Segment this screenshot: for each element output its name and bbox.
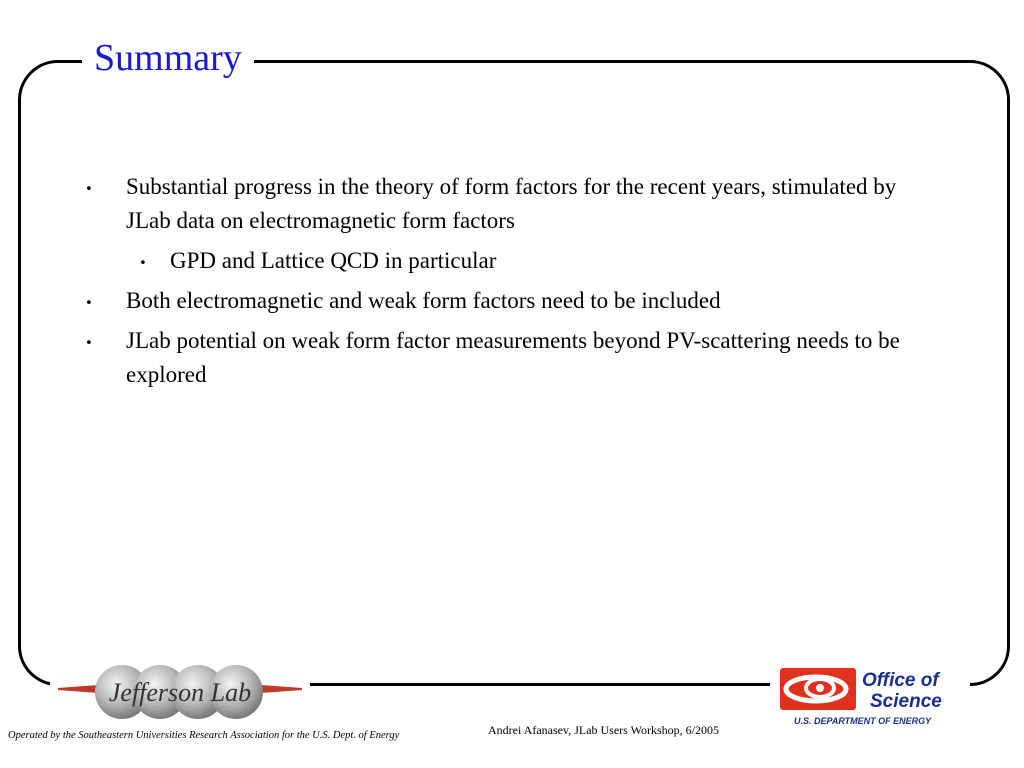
bullet-item: [86, 284, 946, 318]
title-container: [82, 36, 254, 80]
sub-bullet-marker: .: [140, 244, 146, 269]
sub-bullet-item: [86, 244, 946, 278]
slide-title: Summary: [94, 37, 242, 79]
bullet-marker: .: [86, 170, 92, 195]
office-of-science-logo: [776, 664, 968, 730]
doe-line2: Science: [870, 691, 942, 712]
bullet-text: JLab potential on weak form factor measurements beyond PV-scattering needs to be explored: [126, 328, 900, 387]
footer-author: Andrei Afanasev, JLab Users Workshop, 6/2005: [488, 723, 719, 737]
bullet-marker: .: [86, 324, 92, 349]
jefferson-lab-logo: [56, 664, 304, 720]
doe-line3: U.S. DEPARTMENT OF ENERGY: [794, 716, 932, 726]
bullet-marker: .: [86, 284, 92, 309]
bullet-text: Substantial progress in the theory of form factors for the recent years, stimulated by JLab data on electromagnetic form factors: [126, 174, 897, 233]
bullet-item: [86, 170, 946, 238]
sub-bullet-text: GPD and Lattice QCD in particular: [170, 248, 497, 273]
bullet-text: Both electromagnetic and weak form factors need to be included: [126, 288, 721, 313]
bullet-item: [86, 324, 946, 392]
doe-line1: Office of: [862, 670, 939, 691]
bullet-list: [86, 170, 946, 398]
footer-operated-by: Operated by the Southeastern Universities Research Association for the U.S. Dept. of Energy: [8, 730, 400, 741]
jlab-wordmark: Jefferson Lab: [108, 678, 252, 707]
